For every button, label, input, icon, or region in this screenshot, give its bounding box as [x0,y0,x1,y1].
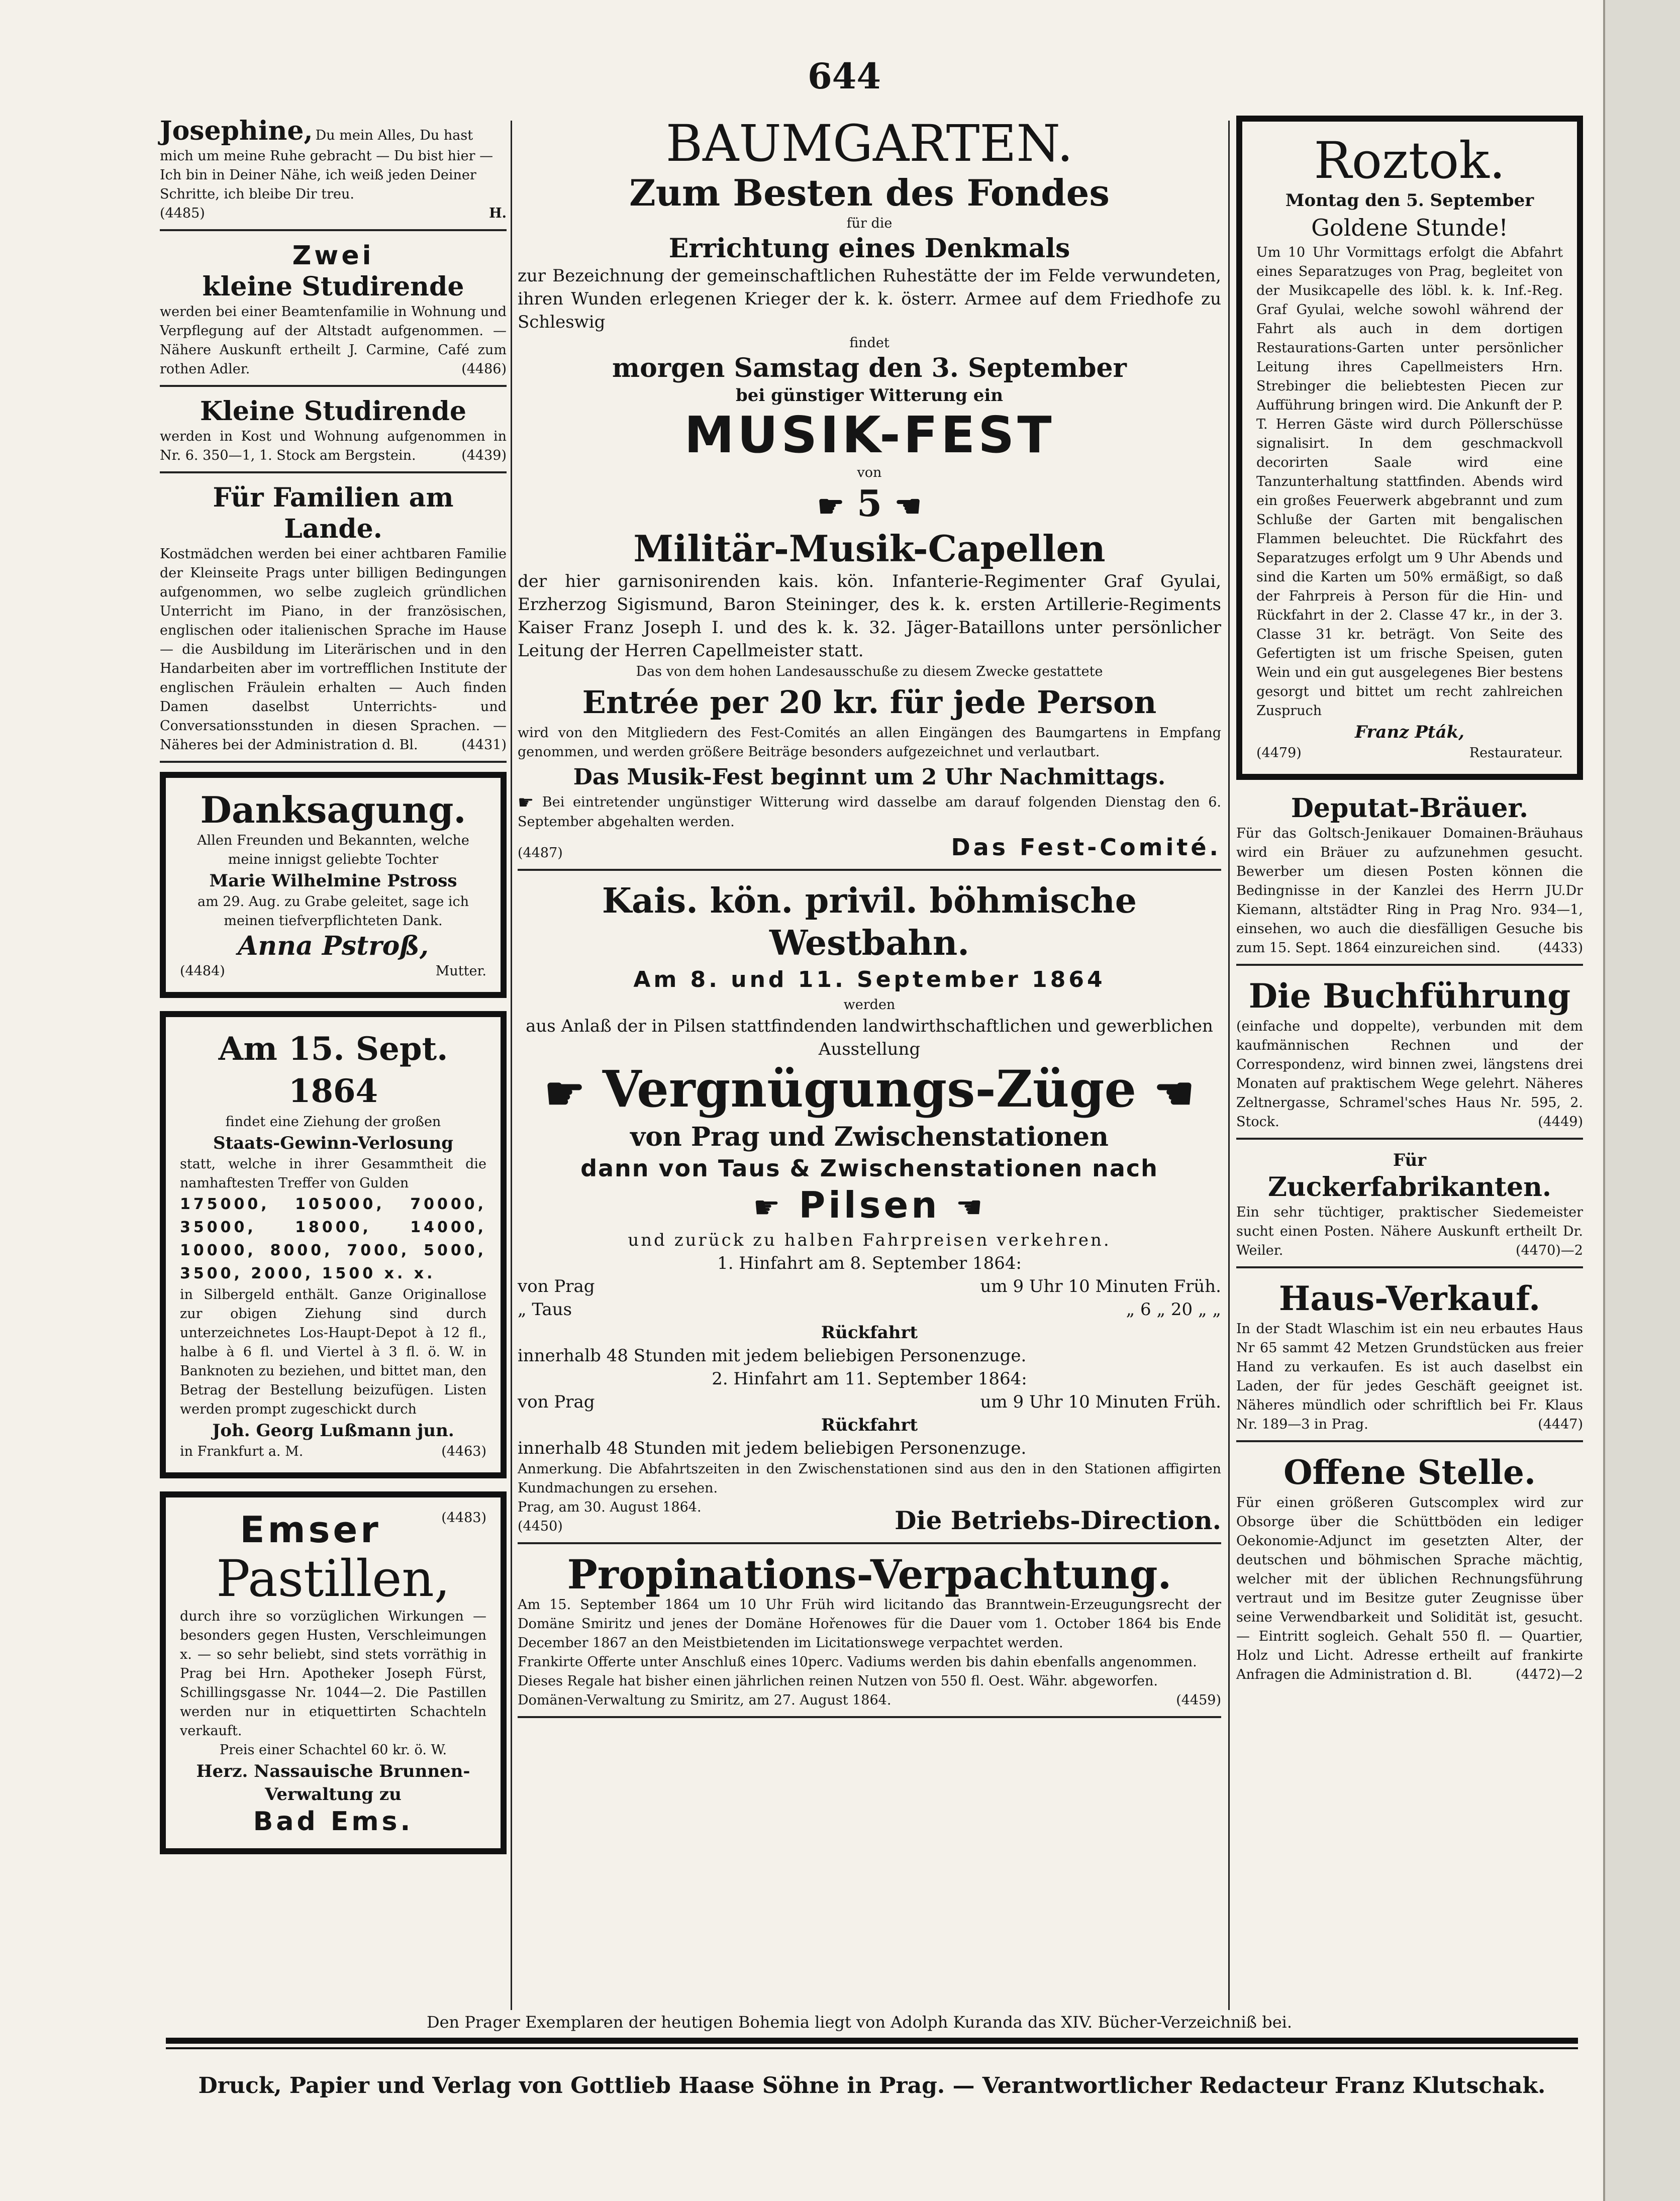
ad-emser-pastillen [160,1491,507,1854]
ad-text: (einfache und doppelte), verbunden mit dem kaufmännischen Rechnen und der Correspondenz, wird binnen zwei, längstens drei Monaten auf praktischem Wege gelehrt. Näheres Zeltnergasse, Schramel'sches Haus Nr. 595, 2. Stock. [1236,1019,1583,1130]
timetable-station: von Prag [518,1276,595,1297]
ad-title: Josephine, [160,116,313,146]
ad-number: (4439) [461,448,507,463]
ad-number: (4449) [1538,1114,1583,1130]
ad-zuckerfabrikanten [1236,1149,1583,1268]
right-column [1236,116,1583,1693]
ad-deputat-braeuer [1236,793,1583,966]
pointing-hand-icon: ☛ [817,489,844,524]
ad-signature-place: Bad Ems. [253,1807,414,1837]
start-time: Das Musik-Fest beginnt um 2 Uhr Nachmittags. [573,764,1166,790]
ad-baumgarten [518,116,1221,871]
ad-number: (4470)—2 [1516,1243,1583,1258]
prize-figures: 175000, 105000, 70000, 35000, 18000, 14000, 10000, 8000, 7000, 5000, 3500, 2000, 1500 x. x. [180,1195,486,1282]
pointing-hand-icon: ☛ [518,792,534,813]
ad-signature: Domänen-Verwaltung zu Smiritz, am 27. August 1864. [518,1692,892,1709]
ad-text: Für das Goltsch-Jenikauer Domainen-Bräuhaus wird ein Bräuer zu aufzunehmen gesucht. Bewerber um diesen Posten können die Bedingnisse in der Kanzlei des Herrn JU.Dr Kiemann, altstädter Ring in Prag Nro. 934—1, einsehen, wo auch die diesfälligen Gesuche bis zum 15. Sept. 1864 einzureichen sind. [1236,826,1583,956]
ad-text: in Silbergeld enthält. Ganze Originallose zur obigen Ziehung sind durch unterzeichnetes Los-Haupt-Depot à 12 fl., halbe à 6 fl. und Viertel à 3 fl. ö. W. in Banknoten zu beziehen, und bittet man, den Betrag der Bestellung beizufügen. Listen werden prompt zugeschickt durch [180,1287,486,1417]
ad-number: (4447) [1538,1417,1583,1432]
ad-number: (4433) [1538,940,1583,956]
return-heading: Rückfahrt [821,1323,918,1343]
ad-title: Roztok. [1314,131,1506,190]
ad-headline: Errichtung eines Denkmals [668,233,1070,264]
ad-text: findet eine Ziehung der großen [225,1114,441,1130]
ad-note: Anmerkung. Die Abfahrtszeiten in den Zwischenstationen sind aus den in den Stationen affigirten Kundmachungen zu ersehen. [518,1461,1221,1496]
timetable-station: von Prag [518,1392,595,1413]
ad-text: werden in Kost und Wohnung aufgenommen in Nr. 6. 350—1, 1. Stock am Bergstein. [160,429,507,463]
ad-signature-role: Restaurateur. [1469,745,1563,761]
ad-title: Deputat-Bräuer. [1291,793,1529,824]
ad-kleine-studirende [160,240,507,387]
ad-westbahn [518,880,1221,1545]
ad-text: von [857,465,882,480]
ad-number: (4484) [180,963,225,979]
ad-signature-role: Mutter. [435,963,486,979]
pointing-hand-icon: ☛ [544,1066,585,1120]
ad-text: innerhalb 48 Stunden mit jedem beliebigen Personenzuge. [518,1346,1027,1366]
event-date: Montag den 5. September [1285,190,1534,211]
ad-text: für die [846,216,893,231]
ad-title: Kleine Studirende [200,396,466,427]
ad-text: wird von den Mitgliedern des Fest-Comités an allen Eingängen des Baumgartens in Empfang genommen, und werden größere Beiträge besonders aufgezeichnet und verlautbart. [518,725,1221,760]
ad-number: (4483) [441,1510,486,1526]
ad-text: zur Bezeichnung der gemeinschaftlichen Ruhestätte der im Felde verwundeten, ihren Wunden erlegenen Krieger der k. k. österr. Armee auf dem Friedhofe zu Schleswig [518,266,1221,332]
ad-text: Du mein Alles, Du hast mich um meine Ruhe gebracht — Du bist hier — Ich bin in Deiner Nähe, ich weiß jeden Deiner Schritte, ich bleibe Dir treu. [160,128,493,202]
ad-text: Am 15. September 1864 um 10 Uhr Früh wird licitando das Branntwein-Erzeugungsrecht der Domäne Smiritz und jenes der Domäne Hořenowes für die Dauer vom 1. October 1864 bis Ende December 1867 an den Meistbietenden im Licitationswege verpachtet werden. [518,1597,1221,1651]
timetable-station: „ Taus [518,1299,572,1320]
ad-text: durch ihre so vorzüglichen Wirkungen — besonders gegen Husten, Verschleimungen x. — so sehr beliebt, sind stets vorräthig in Prag bei Hrn. Apotheker Joseph Fürst, Schillingsgasse Nr. 1044—2. Die Pastillen werden nur in etiquettirten Schachteln verkauft. [180,1609,486,1739]
ad-text: Das von dem hohen Landesausschuße zu diesem Zwecke gestattete [636,664,1103,679]
ad-buchfuehrung [1236,975,1583,1140]
ad-title: Die Buchführung [1248,976,1571,1016]
event-title: Goldene Stunde! [1311,214,1508,241]
ad-number: (4485) [160,206,205,221]
column-rule [1228,121,1230,2010]
ad-text: Allen Freunden und Bekannten, welche meine innigst geliebte Tochter [197,833,469,867]
ad-text: werden [843,996,896,1013]
trip-heading: 2. Hinfahrt am 11. September 1864: [712,1369,1027,1389]
ad-subtitle: Staats-Gewinn-Verlosung [213,1133,453,1153]
pointing-hand-icon: ☚ [1154,1066,1195,1120]
ad-title: Pastillen, [216,1549,450,1608]
deceased-name: Marie Wilhelmine Pstross [209,871,457,891]
ad-text: innerhalb 48 Stunden mit jedem beliebigen Personenzuge. [518,1438,1027,1459]
event-title: Vergnügungs-Züge [602,1059,1137,1119]
page-number: 644 [807,55,881,97]
ad-text: am 29. Aug. zu Grabe geleitet, sage ich meinen tiefverpflichteten Dank. [197,894,469,929]
ad-text: Kostmädchen werden bei einer achtbaren Familie der Kleinseite Prags unter billigen Bedingungen aufgenommen, wo selbe zugleich gründlichen Unterricht im Piano, in der französischen, englischen oder italienischen Sprache im Hause — die Ausbildung im Literärischen und in den Handarbeiten aber im vortrefflichen Institute der englischen Fräulein erhalten — Auch finden Damen daselbst Unterrichts- und Conversationsstunden in diesen Sprachen. — Näheres bei der Administration d. Bl. [160,546,507,753]
bibliography-notice: Den Prager Exemplaren der heutigen Bohemia liegt von Adolph Kuranda das XIV. Bücher-Verzeichniß bei. [426,2013,1293,2032]
ad-number: (4431) [461,737,507,753]
ad-text: der hier garnisonirenden kais. kön. Infanterie-Regimenter Graf Gyulai, Erzherzog Sigismund, Baron Steininger, des k. k. ersten Artillerie-Regiments Kaiser Franz Joseph I. und des k. k. 32. Jäger-Bataillons unter persönlicher Leitung der Herren Capellmeister statt. [518,571,1221,661]
ad-text: Für einen größeren Gutscomplex wird zur Obsorge über die Schüttböden ein lediger Oekonomie-Adjunct im gesetzten Alter, der deutschen und böhmischen Sprache mächtig, welcher mit der üblichen Rechnungsführung vertraut und im Besitze guter Zeugnisse über seine Verwendbarkeit und Solidität ist, gesucht. — Eintritt sogleich. Gehalt 550 fl. — Quartier, Holz und Licht. Adresse ertheilt auf frankirte Anfragen die Administration d. Bl. [1236,1495,1583,1682]
page-edge [1603,0,1680,2201]
ad-signature: Das Fest-Comité. [951,833,1221,861]
ad-danksagung [160,772,507,998]
ad-text: Ein sehr tüchtiger, praktischer Siedemeister sucht einen Posten. Nähere Auskunft ertheilt Dr. Weiler. [1236,1205,1583,1258]
capellen-count: 5 [856,482,882,525]
ad-number: (4479) [1256,745,1302,761]
ad-title: Kais. kön. privil. böhmische Westbahn. [602,880,1137,963]
timetable-time: um 9 Uhr 10 Minuten Früh. [980,1392,1221,1413]
ad-number: (4450) [518,1519,563,1535]
ad-text: Frankirte Offerte unter Anschluß eines 10perc. Vadiums werden bis dahin ebenfalls angenommen. [518,1654,1197,1670]
ad-roztok [1236,116,1583,780]
ad-offene-stelle [1236,1451,1583,1684]
fare-note: und zurück zu halben Fahrpreisen verkehren. [628,1230,1111,1251]
ad-title: Zuckerfabrikanten. [1267,1172,1552,1203]
ad-text: In der Stadt Wlaschim ist ein neu erbautes Haus Nr 65 sammt 42 Metzen Grundstücken aus freier Hand zu verkaufen. Es ist auch daselbst ein Laden, der für jedes Geschäft geeignet ist. Näheres mündlich oder schriftlich bei Fr. Klaus Nr. 189—3 in Prag. [1236,1321,1583,1432]
ad-headline: Zum Besten des Fondes [629,171,1110,214]
ad-josephine [160,116,507,231]
ad-text: bei günstiger Witterung ein [735,385,1004,406]
destination: Pilsen [799,1183,940,1226]
ad-price: Preis einer Schachtel 60 kr. ö. W. [219,1742,447,1758]
ad-number: (4487) [518,845,563,861]
ad-title: BAUMGARTEN. [665,114,1073,173]
ad-title: Propinations-Verpachtung. [567,1551,1172,1598]
ad-signature: Anna Pstroß, [238,931,429,961]
return-heading: Rückfahrt [821,1415,918,1436]
ad-text: findet [849,335,890,351]
entry-price: Entrée per 20 kr. für jede Person [582,684,1157,721]
ad-number: (4486) [461,361,507,377]
ad-text: aus Anlaß der in Pilsen stattfindenden landwirthschaftlichen und gewerblichen Ausstellung [526,1016,1213,1059]
ad-title: kleine Studirende [202,271,464,302]
column-rule [511,121,512,2010]
ad-title: Offene Stelle. [1283,1453,1536,1492]
ad-text: Bei eintretender ungünstiger Witterung wird dasselbe am darauf folgenden Dienstag den 6. September abgehalten werden. [518,794,1222,830]
ad-propination [518,1553,1221,1718]
timetable-time: um 9 Uhr 10 Minuten Früh. [980,1276,1221,1297]
footer-rule [166,2038,1578,2044]
footer-rule [166,2047,1578,2049]
ad-text: werden bei einer Beamtenfamilie in Wohnung und Verpflegung auf der Altstadt aufgenommen. — Nähere Auskunft ertheilt J. Carmine, Café zum rothen Adler. [160,304,507,377]
ad-text: Dieses Regale hat bisher einen jährlichen reinen Nutzen von 550 fl. Oest. Währ. abgeworfen. [518,1673,1158,1689]
ad-title: Haus-Verkauf. [1278,1279,1541,1318]
route-line: von Prag und Zwischenstationen [630,1121,1109,1152]
route-line: dann von Taus & Zwischenstationen nach [580,1154,1158,1182]
event-dates: Am 8. und 11. September 1864 [633,966,1106,992]
ad-title: Für Familien am Lande. [213,482,454,544]
ad-kleine-studirende-2 [160,396,507,473]
ad-lotterie [160,1011,507,1478]
left-column [160,116,507,1867]
center-column [518,116,1221,1727]
timetable-time: „ 6 „ 20 „ „ [1126,1299,1221,1320]
ad-signature: Herz. Nassauische Brunnen-Verwaltung zu [196,1761,470,1805]
ad-place: Prag, am 30. August 1864. [518,1499,702,1516]
ad-headline: Militär-Musik-Capellen [633,527,1106,570]
ad-signature: Joh. Georg Lußmann jun. [212,1421,454,1441]
ad-number: (4463) [441,1444,486,1459]
ad-familien-am-lande [160,482,507,763]
ad-title: Danksagung. [200,788,466,831]
ad-number: (4472)—2 [1516,1667,1583,1682]
pointing-hand-icon: ☛ [753,1190,783,1226]
ad-haus-verkauf [1236,1277,1583,1442]
ad-text: statt, welche in ihrer Gesammtheit die namhaftesten Treffer von Gulden [180,1156,486,1191]
trip-heading: 1. Hinfahrt am 8. September 1864: [717,1253,1022,1274]
ad-place: in Frankfurt a. M. [180,1444,304,1459]
ad-title: Emser [240,1509,381,1551]
pointing-hand-icon: ☚ [955,1190,986,1226]
ad-signature: H. [489,206,507,221]
event-date: morgen Samstag den 3. September [612,353,1127,383]
ad-pretitle: Zwei [292,241,374,271]
ad-title: Am 15. Sept. 1864 [218,1030,448,1110]
ad-number: (4459) [1176,1692,1221,1709]
imprint: Druck, Papier und Verlag von Gottlieb Haase Söhne in Prag. — Verantwortlicher Redacteur Franz Klutschak. [198,2073,1546,2098]
ad-signature: Die Betriebs-Direction. [895,1506,1221,1536]
ad-signature: Franz Pták, [1354,722,1465,742]
ad-pretitle: Für [1393,1150,1427,1170]
pointing-hand-icon: ☚ [895,489,922,524]
ad-text: Um 10 Uhr Vormittags erfolgt die Abfahrt eines Separatzuges von Prag, begleitet von der Musikcapelle des löbl. k. k. Inf.-Reg. Graf Gyulai, welche sowohl während der Fahrt als auch in dem dortigen Restaurations-Garten unter persönlicher Leitung ihres Capellmeisters Hrn. Strebinger die beliebtesten Piecen zur Aufführung bringen wird. Die Ankunft der P. T. Herren Gäste wird durch Pöllerschüsse signalisirt. In dem geschmackvoll decorirten Saale wird eine Tanzunterhaltung stattfinden. Abends wird ein großes Feuerwerk abgebrannt und zum Schluße der Garten mit bengalischen Flammen beleuchtet. Die Rückfahrt des Separatzuges erfolgt um 9 Uhr Abends und sind die Karten um 50% ermäßigt, so daß der Fahrpreis à Person für die Hin- und Rückfahrt in der 2. Classe 47 kr., in der 3. Classe 31 kr. beträgt. Von Seite des Gefertigten ist um frische Speisen, guten Wein und ein gut ausgelegenes Bier bestens gesorgt und bittet um recht zahlreichen Zuspruch [1256,245,1563,719]
event-title: MUSIK-FEST [684,406,1055,464]
